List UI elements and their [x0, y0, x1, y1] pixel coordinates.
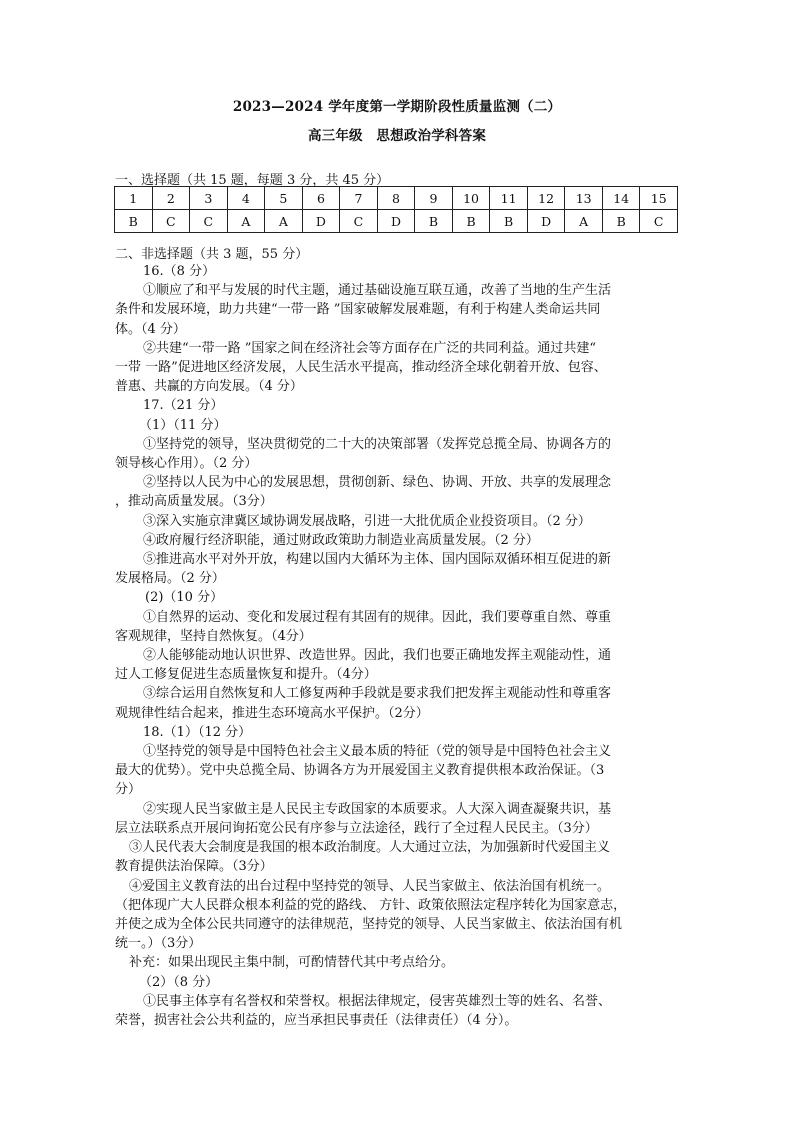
answer-line: 体。（4 分）: [115, 321, 186, 337]
answer-cell: D: [527, 210, 565, 233]
section-2-heading: 二、非选择题（共 3 题，55 分）: [115, 247, 309, 262]
answer-line: 领导核心作用）。（2 分）: [115, 456, 258, 472]
document-title: 2023—2024 学年度第一学期阶段性质量监测（二）: [232, 99, 562, 115]
answer-line: 层立法联系点开展问询拓宽公民有序参与立法途径，践行了全过程人民民主。（3分）: [115, 820, 598, 836]
answer-line: 并使之成为全体公民共同遵守的法律规范，坚持党的领导、人民当家做主、依法治国有机: [115, 916, 623, 932]
supplement-note: 补充：如果出现民主集中制，可酌情替代其中考点给分。: [129, 955, 455, 971]
question-18-heading: 18.（1）（12 分）: [143, 724, 252, 740]
answer-line: 统一。）（3分）: [115, 936, 202, 952]
question-17-heading: 17.（21 分）: [143, 398, 224, 414]
answer-line: ，推动高质量发展。（3分）: [115, 494, 273, 510]
question-number: 12: [527, 187, 565, 210]
question-number: 15: [640, 187, 678, 210]
question-number: 9: [415, 187, 453, 210]
answer-cell: C: [640, 210, 678, 233]
answer-line: ①顺应了和平与发展的时代主题，通过基础设施互联互通，改善了当地的生产生活: [143, 283, 612, 299]
answer-line: ④政府履行经济职能，通过财政政策助力制造业高质量发展。（2 分）: [143, 532, 539, 548]
sub-question-heading: (2)（10 分）: [145, 590, 224, 606]
answer-line: ②共建“一带一路 ”国家之间在经济社会等方面存在广泛的共同利益。通过共建“: [143, 340, 597, 356]
answer-line: ③深入实施京津冀区域协调发展战略，引进一大批优质企业投资项目。（2 分）: [143, 513, 591, 529]
answer-table: [114, 186, 678, 233]
answer-row: [115, 210, 678, 233]
question-16-heading: 16.（8 分）: [143, 264, 216, 279]
question-number: 1: [115, 187, 153, 210]
question-number: 6: [302, 187, 340, 210]
question-number: 11: [490, 187, 528, 210]
answer-cell: A: [265, 210, 303, 233]
section-2-body: [115, 262, 680, 1030]
answer-cell: B: [415, 210, 453, 233]
question-number: 4: [227, 187, 265, 210]
answer-cell: C: [340, 210, 378, 233]
answer-line: 一带 一路”促进地区经济发展，人民生活水平提高，推动经济全球化朝着开放、包容、: [115, 360, 607, 376]
answer-cell: A: [565, 210, 603, 233]
answer-line: ④爱国主义教育法的出台过程中坚持党的领导、人民当家做主、依法治国有机统一。: [129, 878, 611, 894]
answer-line: ③综合运用自然恢复和人工修复两种手段就是要求我们把发挥主观能动性和尊重客: [143, 686, 612, 702]
answer-line: 发展格局。（2 分）: [115, 571, 225, 587]
answer-line: ①自然界的运动、变化和发展过程有其固有的规律。因此，我们要尊重自然、尊重: [143, 609, 612, 625]
answer-cell: B: [115, 210, 153, 233]
answer-cell: B: [452, 210, 490, 233]
answer-line: ③人民代表大会制度是我国的根本政治制度。人大通过立法，为加强新时代爱国主义: [129, 840, 611, 856]
answer-line: 观规律性结合起来，推进生态环境高水平保护。（2分）: [115, 705, 429, 721]
answer-line: 教育提供法治保障。（3分）: [115, 859, 273, 875]
answer-cell: B: [490, 210, 528, 233]
answer-cell: D: [377, 210, 415, 233]
question-number: 2: [152, 187, 190, 210]
answer-cell: A: [227, 210, 265, 233]
answer-line: 过人工修复促进生态质量恢复和提升。（4分）: [115, 667, 377, 683]
answer-cell: C: [152, 210, 190, 233]
question-number: 5: [265, 187, 303, 210]
answer-line: 最大的优势）。党中央总揽全局、协调各方为开展爱国主义教育提供根本政治保证。（3: [115, 763, 605, 779]
question-number: 13: [565, 187, 603, 210]
answer-line: 条件和发展环境，助力共建“一带一路 ”国家破解发展难题，有利于构建人类命运共同: [115, 302, 601, 318]
answer-line: 分）: [115, 782, 142, 798]
answer-cell: B: [602, 210, 640, 233]
question-number: 7: [340, 187, 378, 210]
question-number-row: [115, 187, 678, 210]
section-1-heading: 一、选择题（共 15 题，每题 3 分，共 45 分）: [115, 173, 390, 188]
answer-line: ⑤推进高水平对外开放，构建以国内大循环为主体、国内国际双循环相互促进的新: [143, 552, 612, 568]
question-number: 14: [602, 187, 640, 210]
question-number: 3: [190, 187, 228, 210]
question-number: 10: [452, 187, 490, 210]
answer-cell: C: [190, 210, 228, 233]
answer-line: （把体现广大人民群众根本利益的党的路线、 方针、政策依照法定程序转化为国家意志，: [115, 897, 627, 913]
answer-line: ①坚持党的领导是中国特色社会主义最本质的特征（党的领导是中国特色社会主义: [143, 744, 612, 760]
answer-line: 普惠、共赢的方向发展。（4 分）: [115, 379, 303, 395]
answer-line: 荣誉，损害社会公共利益的，应当承担民事责任（法律责任）（4 分）。: [115, 1012, 518, 1028]
answer-line: ②实现人民当家做主是人民民主专政国家的本质要求。人大深入调查凝聚共识，基: [143, 801, 612, 817]
sub-question-heading: （2）（8 分）: [139, 974, 219, 990]
answer-cell: D: [302, 210, 340, 233]
document-subtitle: 高三年级 思想政治学科答案: [307, 128, 487, 144]
answer-line: ①民事主体享有名誉权和荣誉权。根据法律规定，侵害英雄烈士等的姓名、名誉、: [143, 993, 612, 1009]
answer-line: ②坚持以人民为中心的发展思想，贯彻创新、绿色、协调、开放、共享的发展理念: [143, 475, 612, 491]
answer-line: 客观规律，坚持自然恢复。（4分）: [115, 628, 312, 644]
question-number: 8: [377, 187, 415, 210]
sub-question-heading: （1）（11 分）: [139, 417, 227, 433]
answer-line: ①坚持党的领导，坚决贯彻党的二十大的决策部署（发挥党总揽全局、协调各方的: [143, 436, 612, 452]
answer-line: ②人能够能动地认识世界、改造世界。因此，我们也要正确地发挥主观能动性，通: [143, 648, 612, 664]
